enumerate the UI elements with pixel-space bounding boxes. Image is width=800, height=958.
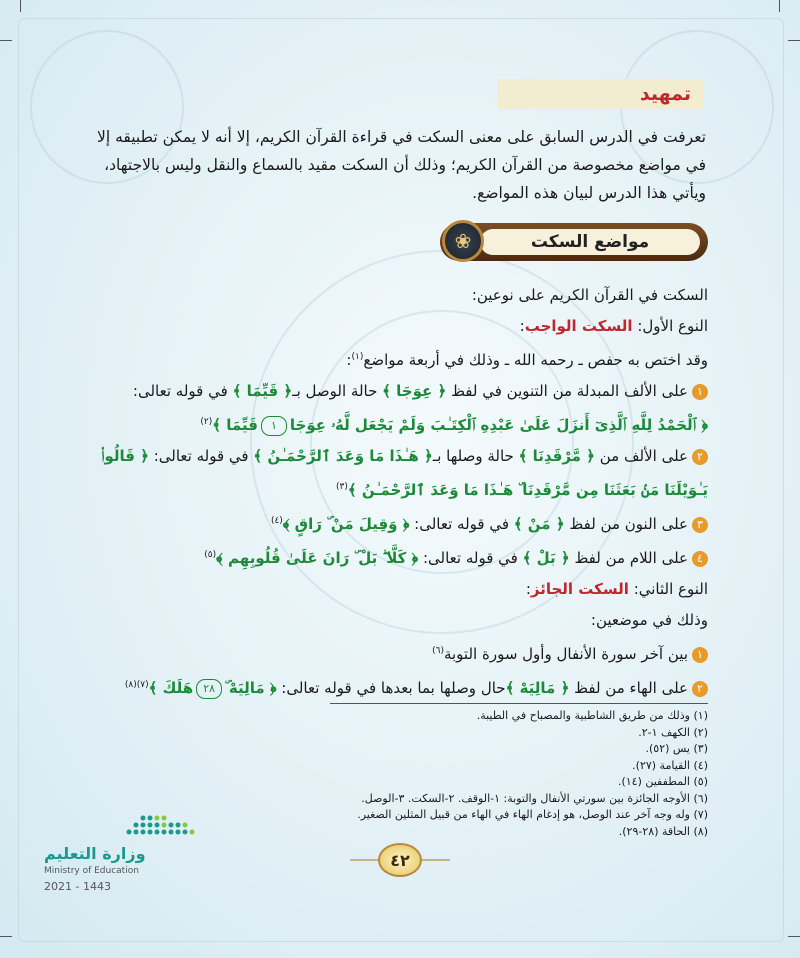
type2-name: السكت الجائز: [530, 580, 629, 598]
list-item: ٣على النون من لفظ ﴿ مَنْ ﴾ في قوله تعالى: ﴿ وَقِيلَ مَنْ ۜ رَاقٍ ﴾$^{(٤)}$: [96, 506, 708, 540]
footnote: (٧) وله وجه آخر عند الوصل، هو إدغام الهاء في الهاء من قبيل المثلين الصغير.: [357, 808, 708, 821]
page-number-ornament: [350, 843, 450, 883]
list-item: ٢على الهاء من لفظ ﴿ مَالِيَهْ ﴾حال وصلها بما بعدها في قوله تعالى: ﴿ مَالِيَهْ ۜ٢٨هَلَكَ ﴾$^{(٧)(٨)}$: [96, 670, 708, 704]
body-paragraph: السكت في القرآن الكريم على نوعين:: [471, 286, 708, 304]
ministry-name-arabic: وزارة التعليم: [44, 844, 146, 863]
item-number: ٢: [692, 681, 708, 697]
flower-icon: ❀: [442, 220, 484, 262]
footnote: (٢) الكهف ١-٢.: [638, 725, 708, 739]
footnote: (١) وذلك من طريق الشاطبية والمصباح في الطيبة.: [476, 709, 708, 722]
footnote-divider: [330, 703, 708, 704]
crop-mark: [20, 0, 21, 12]
list-item: ١على الألف المبدلة من التنوين في لفظ ﴿ عِوَجَا ﴾ حالة الوصل بـ﴿ قَيِّمَا ﴾ في قوله تعالى:: [96, 376, 708, 407]
edition-year: 2021 - 1443: [44, 880, 111, 893]
type2-line: النوع الثاني: السكت الجائز:: [525, 580, 708, 598]
intro-paragraph: تعرفت في الدرس السابق على معنى السكت في قراءة القرآن الكريم، إلا أنه لا يمكن تطبيقه إلا في مواضع مخصوصة من القرآن الكريم؛ وذلك أن السكت مقيد بالسماع والنقل وليس بالاجتهاد، ويأتي هذا الدرس لبيان هذه المواضع.: [97, 128, 706, 202]
item-number: ٤: [692, 551, 708, 567]
list-item: ٢على الألف من ﴿ مَّرْقَدِنَا ﴾ حالة وصلها بـ﴿ هَـٰذَا مَا وَعَدَ ٱلرَّحْمَـٰنُ ﴾ في قوله تعالى: ﴿ قَالُوا۟ يَـٰوَيْلَنَا مَنۢ بَعَثَنَا مِن مَّرْقَدِنَا ۜ هَـٰذَا مَا وَعَدَ ٱلرَّحْمَـٰنُ ﴾$^{(٣)}$: [101, 447, 708, 499]
ministry-logo-icon: [124, 810, 214, 840]
section-banner: [440, 220, 708, 264]
banner-title: مواضع السكت: [480, 229, 700, 255]
ministry-name-english: Ministry of Education: [44, 866, 139, 876]
ayah-marker: ١: [261, 416, 287, 436]
type2-intro: وذلك في موضعين:: [590, 611, 708, 629]
list-item: ١بين آخر سورة الأنفال وأول سورة التوبة$^{(٦)}$: [96, 636, 708, 670]
footnotes: [230, 708, 708, 840]
item-number: ١: [692, 384, 708, 400]
ayah-marker: ٢٨: [196, 679, 222, 699]
lesson-body: [96, 280, 708, 704]
crop-mark: [788, 936, 800, 937]
footnote: (٦) الأوجه الجائزة بين سورتي الأنفال والتوبة: ١-الوقف. ٢-السكت. ٣-الوصل.: [361, 791, 708, 805]
item-number: ١: [692, 647, 708, 663]
type1-name: السكت الواجب: [524, 317, 633, 335]
ministry-logo: [44, 810, 184, 893]
heading-text: تمهيد: [639, 83, 691, 105]
crop-mark: [788, 40, 800, 41]
item-number: ٣: [692, 517, 708, 533]
list-item: ٤على اللام من لفظ ﴿ بَلْ ﴾ في قوله تعالى: ﴿ كَلَّا ۖ بَلْ ۜ رَانَ عَلَىٰ قُلُوبِهِم ﴾$^{(٥)}$: [96, 540, 708, 574]
verse-line: ﴿ ٱلْحَمْدُ لِلَّهِ ٱلَّذِىٓ أَنزَلَ عَلَىٰ عَبْدِهِ ٱلْكِتَـٰبَ وَلَمْ يَجْعَل لَّهُۥ عِوَجَا١قَيِّمَا ﴾$^{(٢)}$: [200, 416, 708, 434]
footnote: (٤) القيامة (٢٧).: [632, 758, 708, 772]
crop-mark: [0, 40, 12, 41]
type1-line: النوع الأول: السكت الواجب:: [519, 317, 708, 335]
footnote: (٣) يس (٥٢).: [645, 742, 708, 755]
section-heading: [498, 79, 703, 109]
footnote: (٥) المطففين (١٤).: [617, 775, 708, 788]
footnote: (٨) الحاقة (٢٨-٢٩).: [618, 824, 708, 838]
page-number: ٤٢: [378, 843, 422, 877]
type1-intro: وقد اختص به حفص ـ رحمه الله ـ وذلك في أربعة مواضع$^{(١)}$:: [346, 351, 708, 369]
crop-mark: [0, 936, 12, 937]
crop-mark: [779, 0, 780, 12]
item-number: ٢: [692, 449, 708, 465]
